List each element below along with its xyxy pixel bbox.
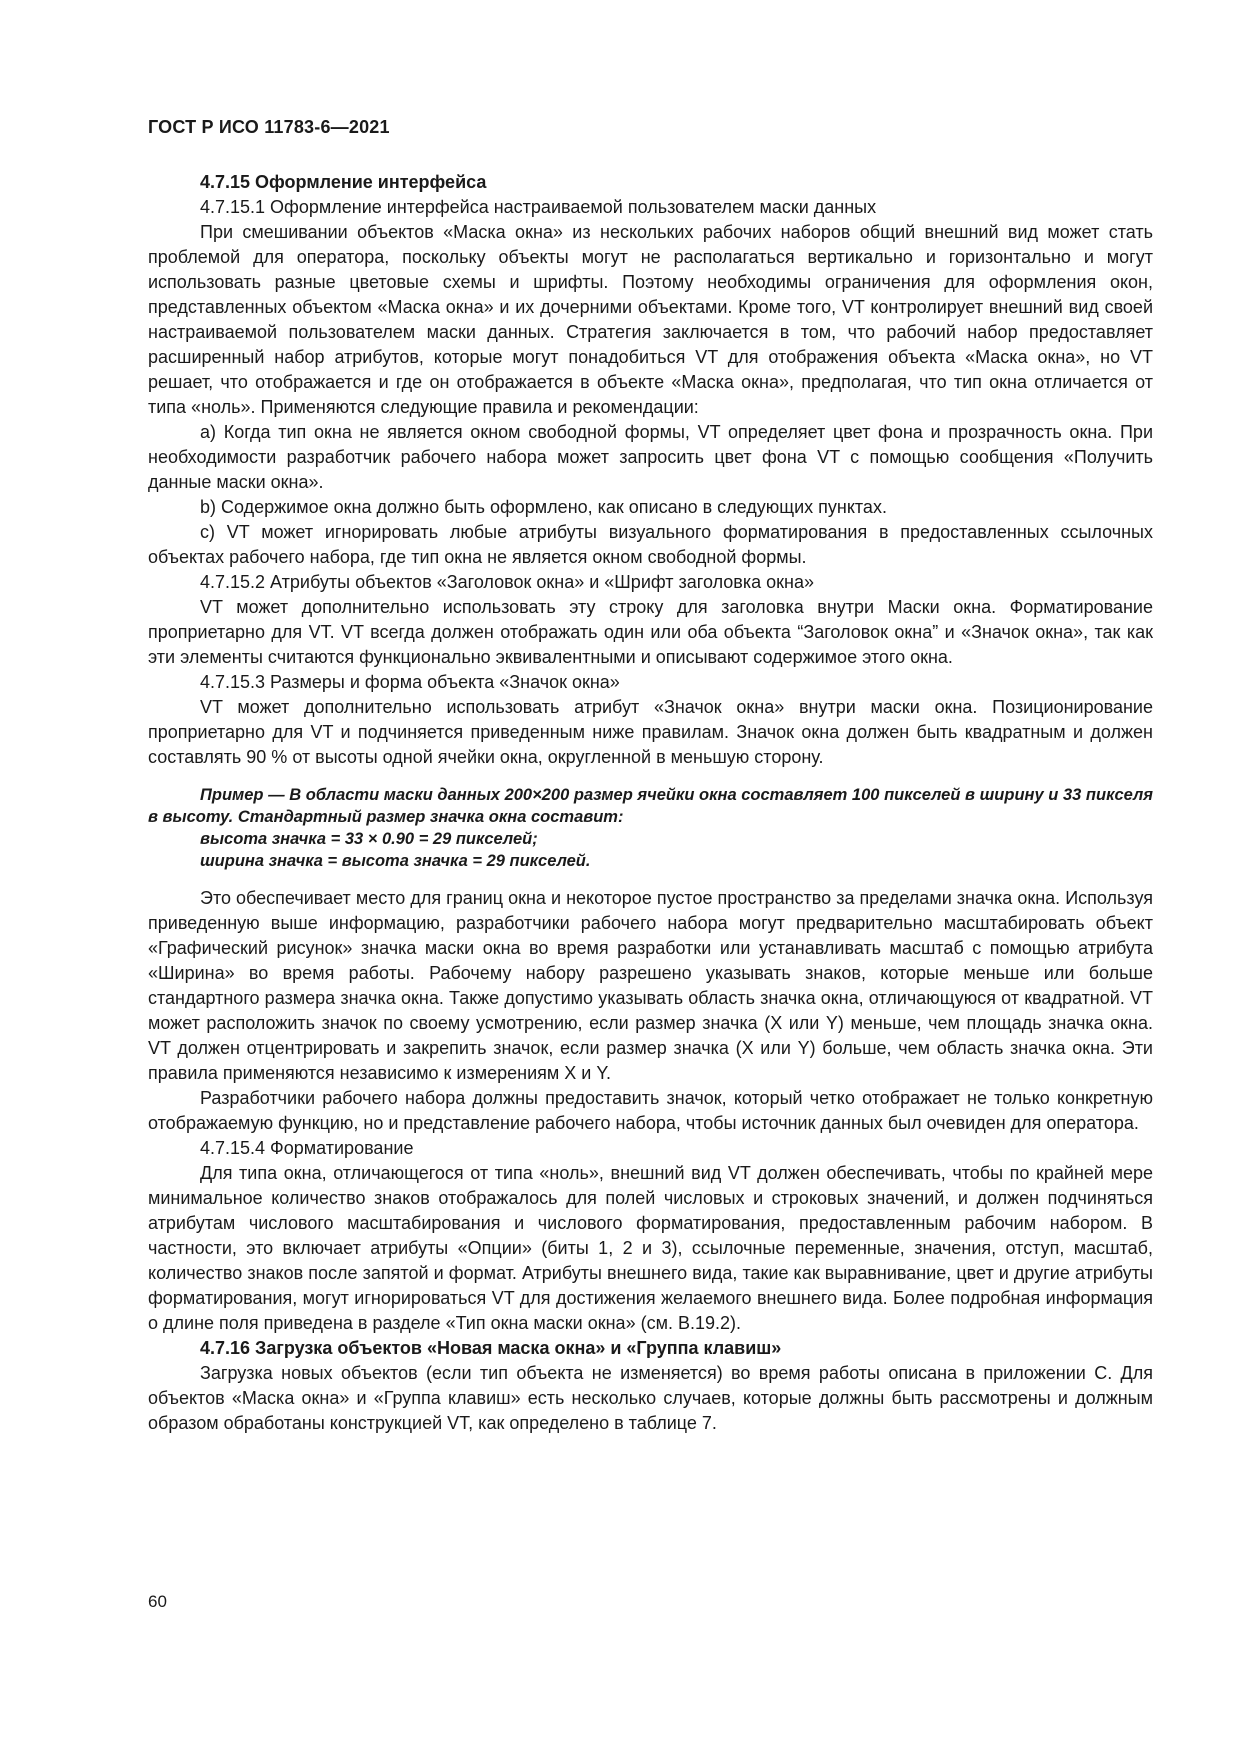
section-heading-4-7-16: 4.7.16 Загрузка объектов «Новая маска окна» и «Группа клавиш» [200, 1338, 782, 1358]
paragraph: При смешивании объектов «Маска окна» из нескольких рабочих наборов общий внешний вид может стать проблемой для оператора, поскольку объекты могут не располагаться вертикально и горизонтально и могут использовать разные цветовые схемы и шрифты. Поэтому необходимы ограничения для оформления окон, представленных объектом «Маска окна» и их дочерними объектами. Кроме того, VT контролирует внешний вид своей настраиваемой пользователем маски данных. Стратегия заключается в том, что рабочий набор предоставляет расширенный набор атрибутов, которые могут понадобиться VT для отображения объекта «Маска окна», но VT решает, что отображается и где он отображается в объекте «Маска окна», предполагая, что тип окна отличается от типа «ноль». Применяются следующие правила и рекомендации: [148, 222, 1153, 417]
paragraph: VT может дополнительно использовать эту строку для заголовка внутри Маски окна. Форматирование проприетарно для VT. VT всегда должен отображать один или оба объекта “Заголовок окна” и «Значок окна», так как эти элементы считаются функционально эквивалентными и описывают содержимое этого окна. [148, 597, 1153, 667]
document-body [148, 170, 1153, 1436]
subsection-heading-4-7-15-3: 4.7.15.3 Размеры и форма объекта «Значок окна» [200, 672, 620, 692]
example-calc-height: высота значка = 33 × 0.90 = 29 пикселей; [200, 830, 538, 848]
paragraph: Это обеспечивает место для границ окна и некоторое пустое пространство за пределами значка окна. Используя приведенную выше информацию, разработчики рабочего набора могут предварительно масштабировать объект «Графический рисунок» значка маски окна во время разработки или устанавливать масштаб с помощью атрибута «Ширина» во время работы. Рабочему набору разрешено указывать знаков, которые меньше или больше стандартного размера значка окна. Также допустимо указывать область значка окна, отличающуюся от квадратной. VT может расположить значок по своему усмотрению, если размер значка (X или Y) меньше, чем площадь значка окна. VT должен отцентрировать и закрепить значок, если размер значка (X или Y) больше, чем область значка окна. Эти правила применяются независимо к измерениям X и Y. [148, 888, 1153, 1083]
subsection-heading-4-7-15-2: 4.7.15.2 Атрибуты объектов «Заголовок окна» и «Шрифт заголовка окна» [200, 572, 814, 592]
document-header: ГОСТ Р ИСО 11783-6—2021 [148, 117, 390, 137]
example-calc-width: ширина значка = высота значка = 29 пикселей. [200, 852, 591, 870]
subsection-heading-4-7-15-1: 4.7.15.1 Оформление интерфейса настраиваемой пользователем маски данных [200, 197, 877, 217]
paragraph: Разработчики рабочего набора должны предоставить значок, который четко отображает не только конкретную отображаемую функцию, но и представление рабочего набора, чтобы источник данных был очевиден для оператора. [148, 1088, 1153, 1133]
subsection-heading-4-7-15-4: 4.7.15.4 Форматирование [200, 1138, 414, 1158]
paragraph: VT может дополнительно использовать атрибут «Значок окна» внутри маски окна. Позиционирование проприетарно для VT и подчиняется приведенным ниже правилам. Значок окна должен быть квадратным и должен составлять 90 % от высоты одной ячейки окна, округленной в меньшую сторону. [148, 697, 1153, 767]
example-block [148, 784, 1153, 872]
paragraph: Для типа окна, отличающегося от типа «ноль», внешний вид VT должен обеспечивать, чтобы по крайней мере минимальное количество знаков отображалось для полей числовых и строковых значений, и должен подчиняться атрибутам числового масштабирования и числового форматирования, предоставленным рабочим набором. В частности, это включает атрибуты «Опции» (биты 1, 2 и 3), ссылочные переменные, значения, отступ, масштаб, количество знаков после запятой и формат. Атрибуты внешнего вида, такие как выравнивание, цвет и другие атрибуты форматирования, могут игнорироваться VT для достижения желаемого внешнего вида. Более подробная информация о длине поля приведена в разделе «Тип окна маски окна» (см. B.19.2). [148, 1163, 1153, 1333]
paragraph: Загрузка новых объектов (если тип объекта не изменяется) во время работы описана в приложении С. Для объектов «Маска окна» и «Группа клавиш» есть несколько случаев, которые должны быть рассмотрены и должным образом обработаны конструкцией VT, как определено в таблице 7. [148, 1363, 1153, 1433]
list-item-a: a) Когда тип окна не является окном свободной формы, VT определяет цвет фона и прозрачность окна. При необходимости разработчик рабочего набора может запросить цвет фона VT с помощью сообщения «Получить данные маски окна». [148, 422, 1153, 492]
list-item-c: c) VT может игнорировать любые атрибуты визуального форматирования в предоставленных ссылочных объектах рабочего набора, где тип окна не является окном свободной формы. [148, 522, 1153, 567]
list-item-b: b) Содержимое окна должно быть оформлено, как описано в следующих пунктах. [200, 497, 887, 517]
section-heading-4-7-15: 4.7.15 Оформление интерфейса [200, 172, 487, 192]
page-number: 60 [148, 1592, 167, 1611]
example-lead: Пример — В области маски данных 200×200 размер ячейки окна составляет 100 пикселей в ширину и 33 пикселя в высоту. Стандартный размер значка окна составит: [148, 786, 1153, 826]
